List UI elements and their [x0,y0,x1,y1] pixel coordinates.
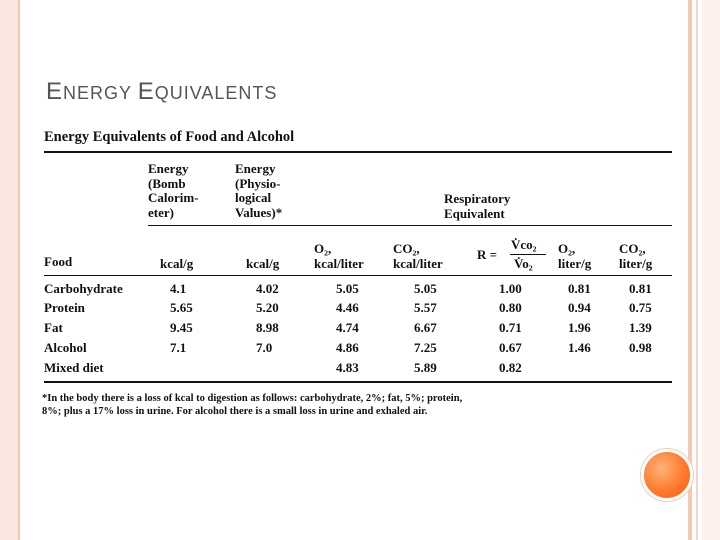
header-line: CO₂, [619,241,646,256]
title-cap: E [46,78,64,105]
cell-bomb: 5.65 [170,300,193,315]
cell-o2-kcal: 4.46 [336,300,359,315]
header-r-fraction-bar [510,254,546,255]
cell-food: Protein [44,300,85,315]
header-kcal-g-bomb: kcal/g [160,256,194,271]
table-footnote: *In the body there is a loss of kcal to digestion as follows: carbohydrate, 2%; fat, 5%; protein, 8%; plus a 17% loss in urine. For alcohol there is a small loss in urine and exhaled air. [42,393,463,417]
cell-o2-kcal: 4.86 [336,340,359,355]
cell-o2-liter: 1.46 [568,340,591,355]
cell-food: Mixed diet [44,360,104,375]
slide-right-border-thin [696,0,698,540]
header-r-denominator: V̇o₂ [514,256,533,271]
cell-co2-kcal: 5.05 [414,281,437,296]
cell-o2-kcal: 4.83 [336,360,359,375]
cell-co2-kcal: 5.57 [414,300,437,315]
header-line: Calorim- [148,190,199,205]
cell-co2-liter: 0.81 [629,281,652,296]
header-energy-physio [235,162,282,220]
cell-food: Alcohol [44,340,87,355]
header-kcal-g-physio: kcal/g [246,256,280,271]
slide-title [46,78,277,106]
cell-o2-liter: 0.81 [568,281,591,296]
header-co2-kcal-liter [393,242,443,271]
title-part: QUIVALENTS [154,83,278,103]
orange-circle-decoration [641,449,693,501]
cell-food: Fat [44,320,63,335]
cell-r: 0.82 [499,360,522,375]
header-line: logical [235,190,272,205]
title-cap: E [137,78,155,105]
title-part: NERGY [63,83,138,103]
cell-bomb: 4.1 [170,281,187,296]
cell-physio: 4.02 [256,281,279,296]
cell-bomb: 7.1 [170,340,187,355]
cell-o2-liter: 1.96 [568,320,591,335]
header-r-numerator: V̇co₂ [511,237,537,252]
header-r-label: R = [477,247,498,262]
header-line: kcal/liter [393,255,443,271]
header-line: kcal/liter [314,255,364,271]
energy-table-image [40,126,674,436]
cell-food: Carbohydrate [44,281,123,296]
slide-right-border [688,0,692,540]
header-food: Food [44,254,73,269]
header-o2-liter-g [558,242,591,271]
cell-r: 0.80 [499,300,522,315]
header-line: liter/g [558,255,592,271]
header-underline-resp [310,225,672,226]
table-rule-header [44,275,672,276]
cell-r: 0.67 [499,340,522,355]
header-o2-kcal-liter [314,242,364,271]
table-rule-bottom [44,381,672,383]
cell-co2-kcal: 6.67 [414,320,437,335]
header-line: Respiratory [444,191,511,206]
header-respiratory-equivalent [444,192,510,221]
cell-o2-kcal: 5.05 [336,281,359,296]
table-title: Energy Equivalents of Food and Alcohol [44,129,295,145]
cell-physio: 8.98 [256,320,279,335]
header-line: liter/g [619,255,653,271]
header-line: Equivalent [444,205,505,221]
cell-physio: 7.0 [256,340,273,355]
cell-co2-liter: 1.39 [629,320,652,335]
header-co2-liter-g [619,242,652,271]
cell-r: 1.00 [499,281,522,296]
cell-o2-kcal: 4.74 [336,320,359,335]
cell-co2-liter: 0.75 [629,300,652,315]
header-line: (Bomb [148,175,186,191]
header-line: Energy [148,161,189,176]
header-energy-bomb [148,162,199,220]
slide-right-margin [702,0,720,540]
cell-co2-liter: 0.98 [629,340,652,355]
slide-frame-line [18,0,20,540]
cell-co2-kcal: 5.89 [414,360,437,375]
header-line: O₂, [558,241,576,256]
header-line: CO₂, [393,241,420,256]
header-line: (Physio- [235,175,281,191]
slide-left-border [0,0,18,540]
header-line: O₂, [314,241,332,256]
header-line: Energy [235,161,276,176]
cell-r: 0.71 [499,320,522,335]
table-rule-top [44,151,672,153]
cell-physio: 5.20 [256,300,279,315]
header-line: Values)* [235,204,283,220]
cell-o2-liter: 0.94 [568,300,591,315]
header-line: eter) [148,204,174,220]
cell-co2-kcal: 7.25 [414,340,437,355]
cell-bomb: 9.45 [170,320,193,335]
